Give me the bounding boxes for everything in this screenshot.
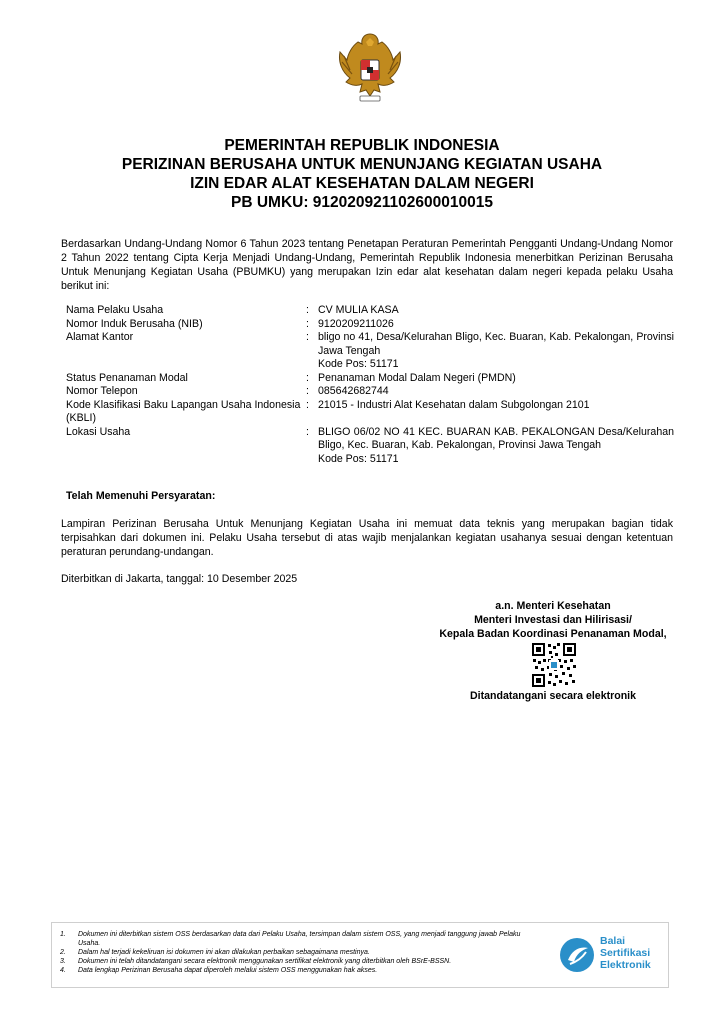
field-nib: Nomor Induk Berusaha (NIB) : 9120209211026 [66, 317, 394, 330]
attachment-paragraph: Lampiran Perizinan Berusaha Untuk Menunjang Kegiatan Usaha ini memuat data teknis yang merupakan bagian tidak terpisahkan dari dokumen ini. Pelaku Usaha tersebut di atas wajib menjalankan kegiatan usahanya sesuai dengan ketentuan peraturan perundang-undangan. [61, 518, 673, 558]
intro-paragraph: Berdasarkan Undang-Undang Nomor 6 Tahun 2023 tentang Penetapan Peraturan Pemerintah Pengganti Undang-Undang Nomor 2 Tahun 2022 tentang Cipta Kerja Menjadi Undang-Undang, Pemerintah Republik Indonesia menerbitkan Perizinan Berusaha Untuk Menunjang Kegiatan Usaha (PBUMKU) yang merupakan Izin edar alat kesehatan dalam negeri kepada pelaku Usaha berikut ini: [61, 238, 673, 292]
footer-note: 3. Dokumen ini telah ditandatangani secara elektronik menggunakan sertifikat elektronik yang diterbitkan oleh BSrE-BSSN. [60, 958, 452, 965]
header-government: PEMERINTAH REPUBLIK INDONESIA [224, 137, 500, 154]
header-permit-number: PB UMKU: 912020921102600010015 [231, 194, 493, 211]
field-phone: Nomor Telepon : 085642682744 [66, 385, 389, 397]
header-permit-title: IZIN EDAR ALAT KESEHATAN DALAM NEGERI [190, 175, 534, 192]
field-business-location: Lokasi Usaha : BLIGO 06/02 NO 41 KEC. BUARAN KAB. PEKALONGAN Desa/Kelurahan Bligo, Kec. Buaran, Kab. Pekalongan, Provinsi Jawa Tengah Kode Pos: 51171 [66, 425, 674, 465]
footer-notes-list [60, 930, 540, 975]
signature-minister: Menteri Investasi dan Hilirisasi/ [474, 614, 632, 626]
garuda-emblem-icon [334, 30, 406, 104]
requirements-title: Telah Memenuhi Persyaratan: [66, 490, 216, 502]
electronic-signature-note: Ditandatangani secara elektronik [469, 690, 637, 702]
signature-head: Kepala Badan Koordinasi Penanaman Modal, [439, 628, 667, 640]
header-permit-type: PERIZINAN BERUSAHA UNTUK MENUNJANG KEGIATAN USAHA [121, 156, 603, 173]
footer-note: 1. Dokumen ini diterbitkan sistem OSS berdasarkan data dari Pelaku Usaha, tersimpan dalam sistem OSS, yang menjadi tanggung jawab Pelaku Usaha. [60, 931, 521, 947]
bsre-logo: Balai Sertifikasi Elektronik [558, 933, 668, 979]
field-business-name: Nama Pelaku Usaha : CV MULIA KASA [66, 304, 399, 316]
signature-block [420, 599, 686, 641]
business-details [66, 304, 674, 466]
field-kbli: Kode Klasifikasi Baku Lapangan Usaha Indonesia (KBLI) : 21015 - Industri Alat Kesehatan dalam Subgolongan 2101 [66, 398, 590, 424]
issued-date: Diterbitkan di Jakarta, tanggal: 10 Desember 2025 [61, 573, 298, 585]
footer-note: 4. Data lengkap Perizinan Berusaha dapat diperoleh melalui sistem OSS menggunakan hak akses. [60, 967, 378, 974]
footer-note: 2. Dalam hal terjadi kekeliruan isi dokumen ini akan dilakukan perbaikan sebagaimana mestinya. [60, 949, 370, 956]
bsre-logo-icon [558, 936, 596, 974]
document-header [40, 136, 684, 212]
field-investment-status: Status Penanaman Modal : Penanaman Modal Dalam Negeri (PMDN) [66, 371, 516, 384]
field-office-address: Alamat Kantor : bligo no 41, Desa/Kelurahan Bligo, Kec. Buaran, Kab. Pekalongan, Provinsi Jawa Tengah Kode Pos: 51171 [66, 331, 674, 370]
qr-code-icon [531, 642, 577, 688]
footer-notes-box [51, 922, 669, 988]
signature-on-behalf: a.n. Menteri Kesehatan [495, 600, 611, 612]
